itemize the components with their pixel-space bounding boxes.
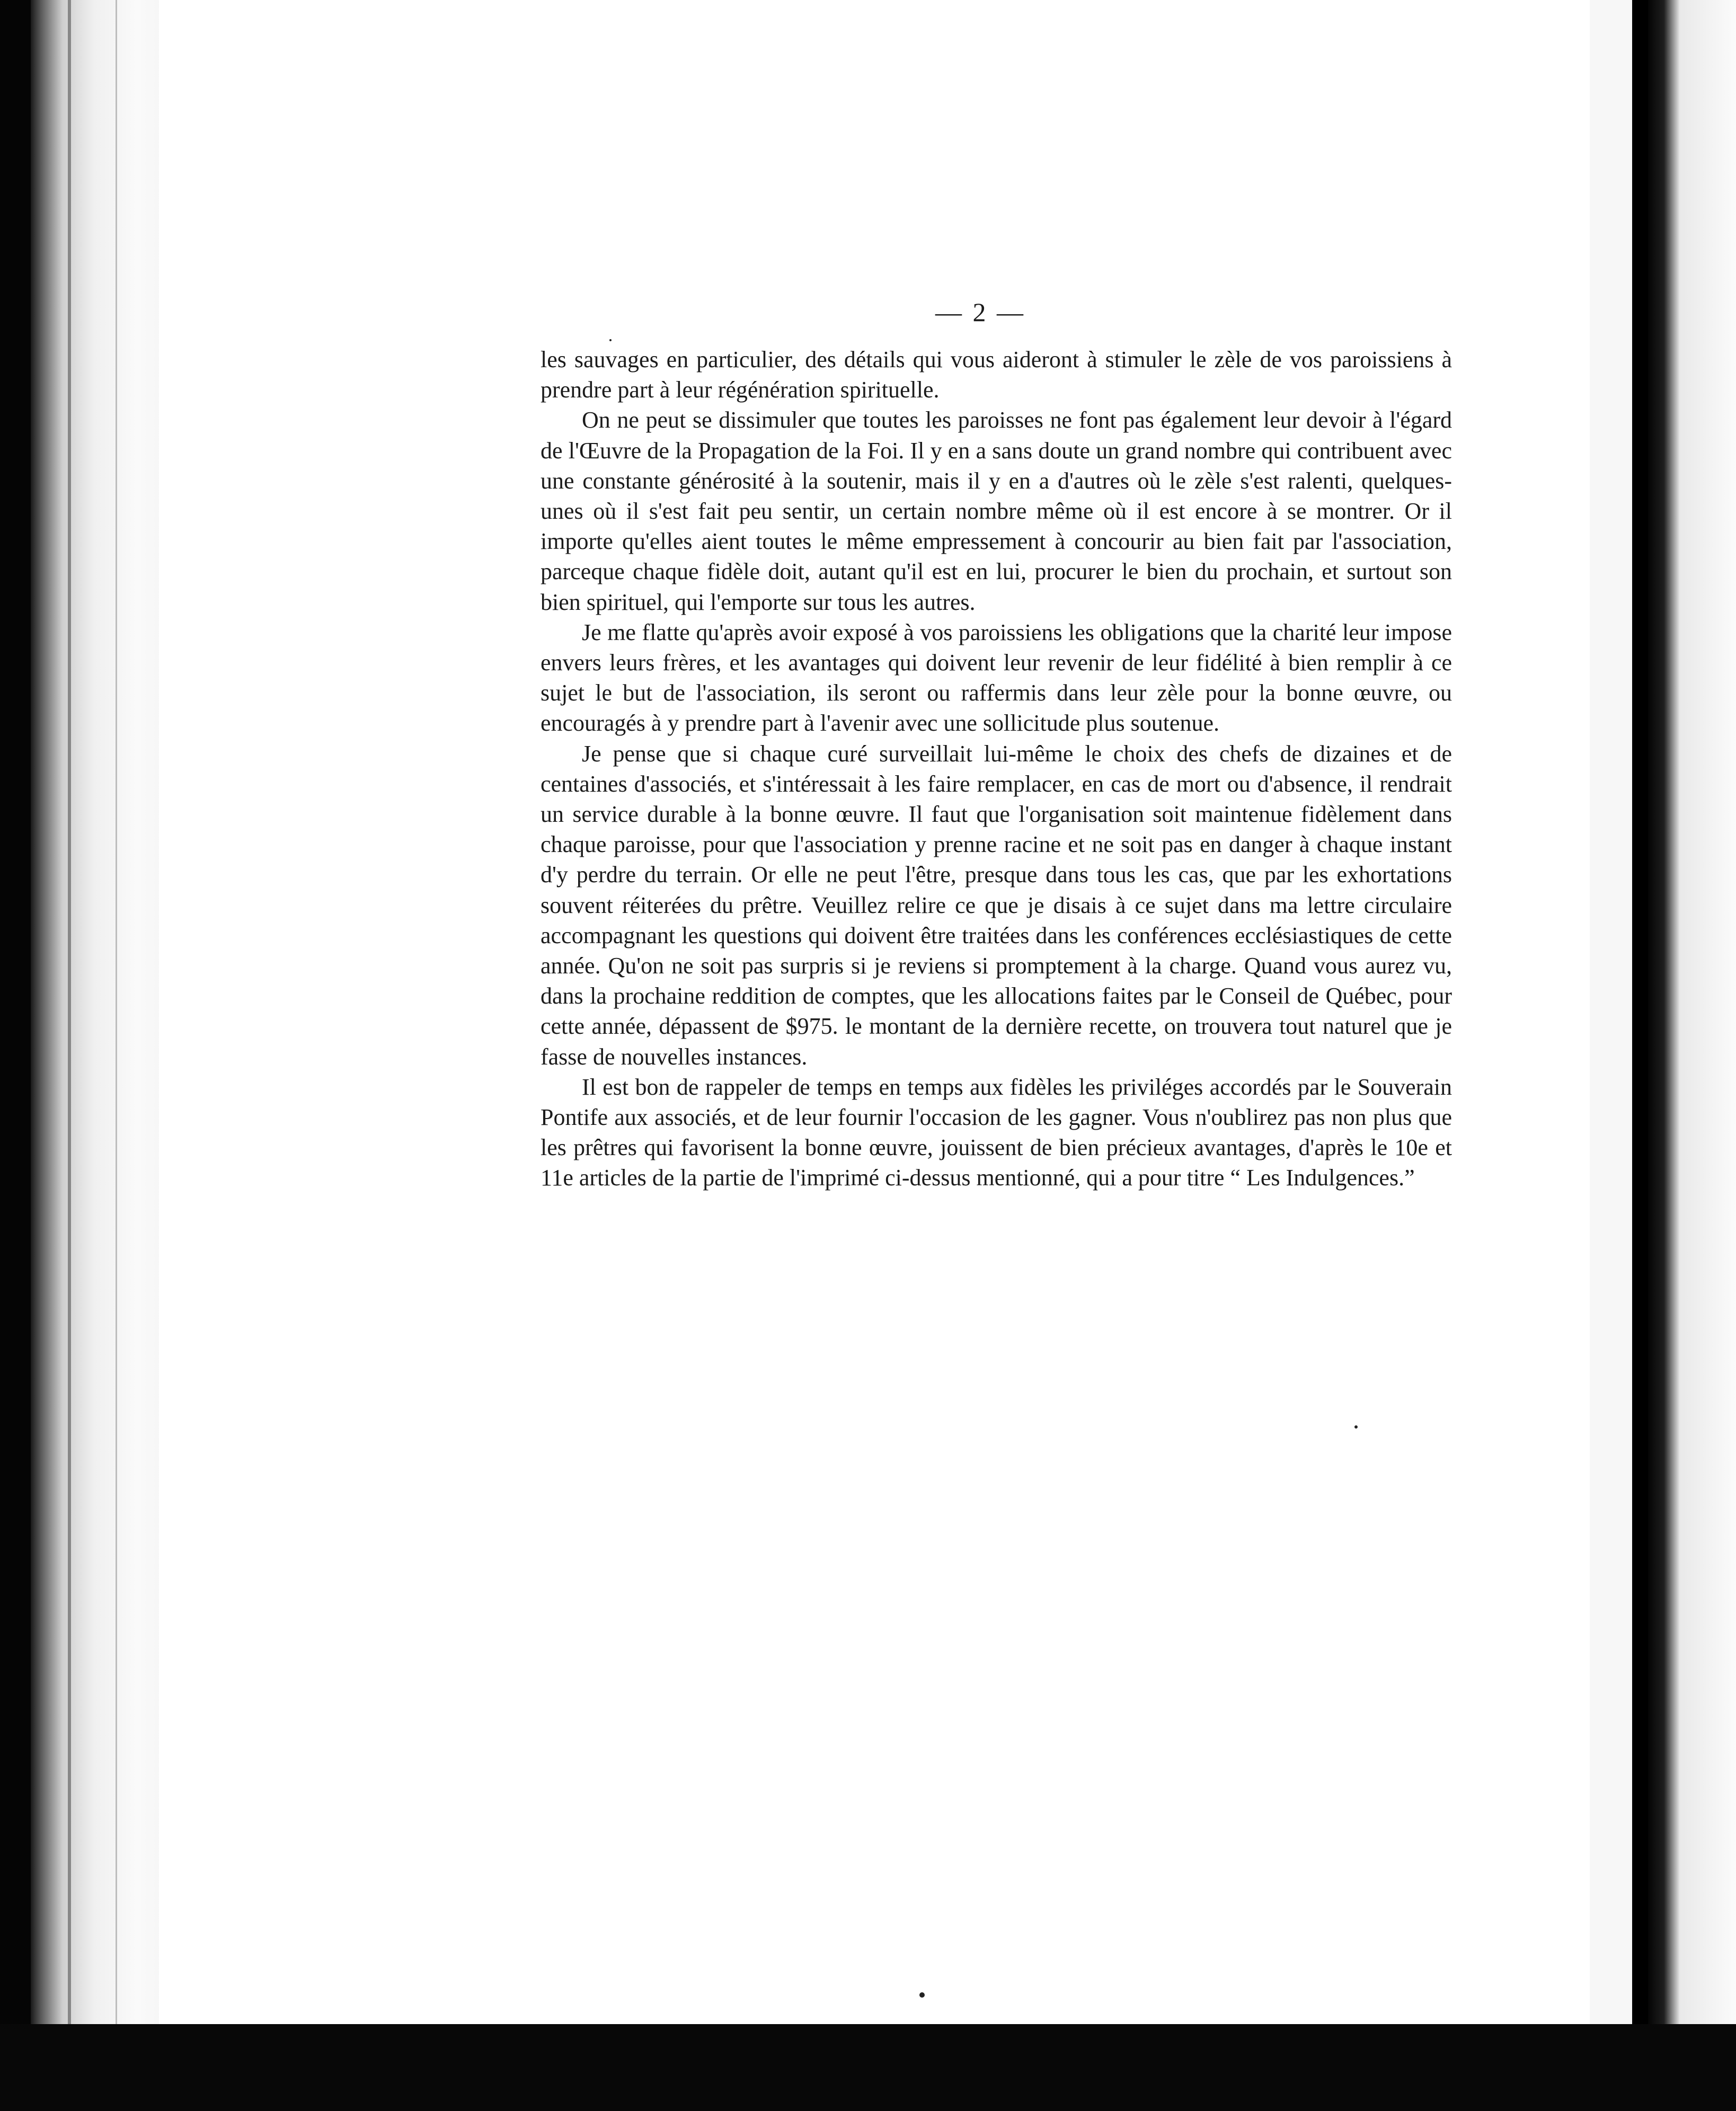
scan-left-margin	[0, 0, 31, 2111]
paragraph-1: les sauvages en particulier, des détails qui vous aideront à stimuler le zèle de vos paroissiens à prendre part à leur régénération spirituelle.	[541, 347, 1452, 403]
paragraph-3: Je me flatte qu'après avoir exposé à vos paroissiens les obligations que la charité leur impose envers leurs frères, et les avantages qui doivent leur revenir de leur fidélité à bien remplir à ce sujet le but de l'association, ils seront ou raffermis dans leur zèle pour la bonne œuvre, ou encouragés à y prendre part à l'avenir avec une sollicitude plus soutenue.	[541, 619, 1452, 737]
ink-speck	[609, 339, 612, 341]
right-binding	[1632, 0, 1736, 2024]
right-gutter	[1590, 0, 1632, 2024]
ink-speck	[919, 1992, 925, 1998]
binding-strip	[31, 0, 170, 2024]
page-number: — 2 —	[935, 297, 1025, 327]
scan-bottom-margin	[0, 2024, 1736, 2111]
ink-speck	[1354, 1425, 1358, 1429]
paragraph-4: Je pense que si chaque curé surveillait lui-même le choix des chefs de dizaines et de centaines d'associés, et s'intéressait à les faire remplacer, en cas de mort ou d'absence, il rendrait un service durable à la bonne œuvre. Il faut que l'organisation soit maintenue fidèlement dans chaque paroisse, pour que l'association y prenne racine et ne soit pas en danger à chaque instant d'y perdre du terrain. Or elle ne peut l'être, presque dans tous les cas, que par les exhortations souvent réiterées du prêtre. Veuillez relire ce que je disais à ce sujet dans ma lettre circulaire accompagnant les questions qui doivent être traitées dans les conférences ecclésiastiques de cette année. Qu'on ne soit pas surpris si je reviens si promptement à la charge. Quand vous aurez vu, dans la prochaine reddition de comptes, que les allocations faites par le Conseil de Québec, pour cette année, dépassent de $975. le montant de la dernière recette, on trouvera tout naturel que je fasse de nouvelles instances.	[541, 740, 1452, 1070]
paragraph-2: On ne peut se dissimuler que toutes les paroisses ne font pas également leur devoir à l'égard de l'Œuvre de la Propagation de la Foi. Il y en a sans doute un grand nombre qui contribuent avec une constante générosité à la soutenir, mais il y en a d'autres où le zèle s'est ralenti, quelques-unes où il s'est fait peu sentir, un certain nombre même où il est encore à se montrer. Or il importe qu'elles aient toutes le même empressement à concourir au bien fait par l'association, parceque chaque fidèle doit, autant qu'il est en lui, procurer le bien du prochain, et surtout son bien spirituel, qui l'emporte sur tous les autres.	[541, 407, 1452, 615]
body-text	[541, 344, 1452, 1193]
paragraph-5: Il est bon de rappeler de temps en temps aux fidèles les priviléges accordés par le Souverain Pontife aux associés, et de leur fournir l'occasion de les gagner. Vous n'oublirez pas non plus que les prêtres qui favorisent la bonne œuvre, jouissent de bien précieux avantages, d'après le 10e et 11e articles de la partie de l'imprimé ci-dessus mentionné, qui a pour titre “ Les Indulgences.”	[541, 1074, 1452, 1191]
